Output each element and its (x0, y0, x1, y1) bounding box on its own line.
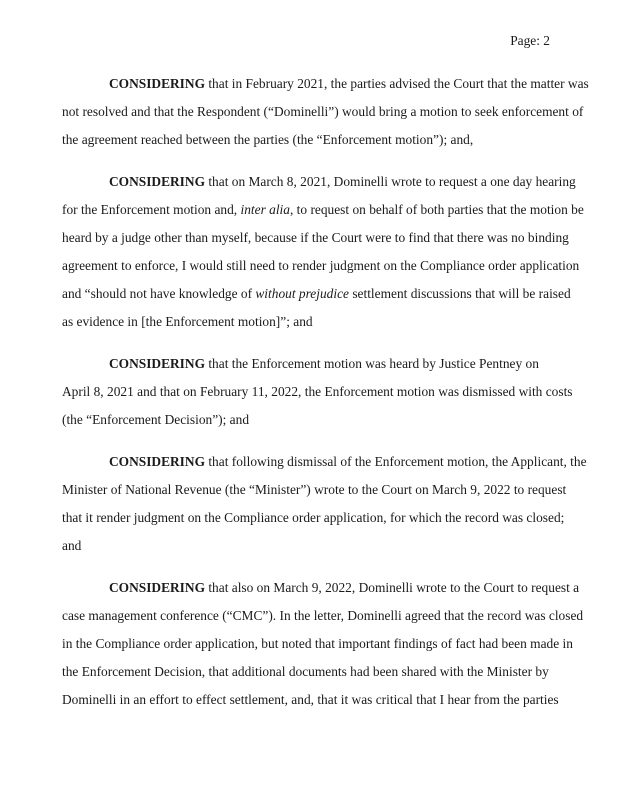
text-line (62, 224, 569, 252)
paragraph (62, 574, 584, 714)
page-number-label: Page: 2 (510, 33, 550, 48)
text-run: case management conference (“CMC”). In the letter, Dominelli agreed that the record was closed (62, 608, 584, 623)
document-body (62, 70, 589, 728)
text-line (62, 308, 566, 336)
text-run: April 8, 2021 and that on February 11, 2022, the Enforcement motion was dismissed with costs (62, 384, 573, 399)
text-line (62, 448, 587, 476)
text-line (62, 196, 584, 224)
text-line (62, 70, 589, 98)
latin-phrase: inter alia (240, 202, 290, 217)
text-line (62, 378, 573, 406)
considering-keyword: CONSIDERING (109, 356, 205, 371)
text-run: Dominelli in an effort to effect settlement, and, that it was critical that I hear from the parties (62, 692, 559, 707)
text-line (62, 126, 566, 154)
text-line (62, 406, 566, 434)
text-line (62, 252, 580, 280)
text-line (62, 686, 566, 714)
considering-keyword: CONSIDERING (109, 454, 205, 469)
text-line (62, 98, 584, 126)
text-run: Minister of National Revenue (the “Minister”) wrote to the Court on March 9, 2022 to request (62, 482, 567, 497)
considering-keyword: CONSIDERING (109, 174, 205, 189)
latin-phrase: without prejudice (255, 286, 349, 301)
considering-keyword: CONSIDERING (109, 580, 205, 595)
text-line (62, 350, 566, 378)
text-run: and (62, 538, 82, 553)
text-run: (the “Enforcement Decision”); and (62, 412, 250, 427)
text-run: not resolved and that the Respondent (“Dominelli”) would bring a motion to seek enforcement of (62, 104, 584, 119)
text-run: the agreement reached between the parties (the “Enforcement motion”); and, (62, 132, 474, 147)
text-line (62, 532, 566, 560)
text-run: that the Enforcement motion was heard by Justice Pentney on (204, 356, 539, 371)
text-run: as evidence in [the Enforcement motion]”; and (62, 314, 313, 329)
text-run: heard by a judge other than myself, because if the Court were to find that there was no binding (62, 230, 569, 245)
text-run: that following dismissal of the Enforcement motion, the Applicant, the (204, 454, 587, 469)
text-run: that in February 2021, the parties advised the Court that the matter was (204, 76, 589, 91)
text-run: that also on March 9, 2022, Dominelli wrote to the Court to request a (204, 580, 580, 595)
text-run: the Enforcement Decision, that additional documents had been shared with the Minister by (62, 664, 549, 679)
text-run: , to request on behalf of both parties that the motion be (289, 202, 584, 217)
paragraph (62, 448, 587, 560)
text-run: that on March 8, 2021, Dominelli wrote to request a one day hearing (204, 174, 576, 189)
considering-keyword: CONSIDERING (109, 76, 205, 91)
text-run: for the Enforcement motion and, (62, 202, 241, 217)
text-line (62, 602, 584, 630)
text-run: in the Compliance order application, but noted that important findings of fact had been made in (62, 636, 573, 651)
paragraph (62, 350, 573, 434)
text-run: agreement to enforce, I would still need to render judgment on the Compliance order application (62, 258, 580, 273)
text-line (62, 504, 566, 532)
text-line (62, 630, 573, 658)
text-line (62, 168, 576, 196)
text-run: that it render judgment on the Compliance order application, for which the record was closed; (62, 510, 565, 525)
text-line (62, 658, 566, 686)
text-run: and “should not have knowledge of (62, 286, 256, 301)
text-line (62, 280, 571, 308)
text-run: settlement discussions that will be raised (348, 286, 571, 301)
paragraph (62, 70, 589, 154)
paragraph (62, 168, 584, 336)
text-line (62, 476, 566, 504)
text-line (62, 574, 580, 602)
